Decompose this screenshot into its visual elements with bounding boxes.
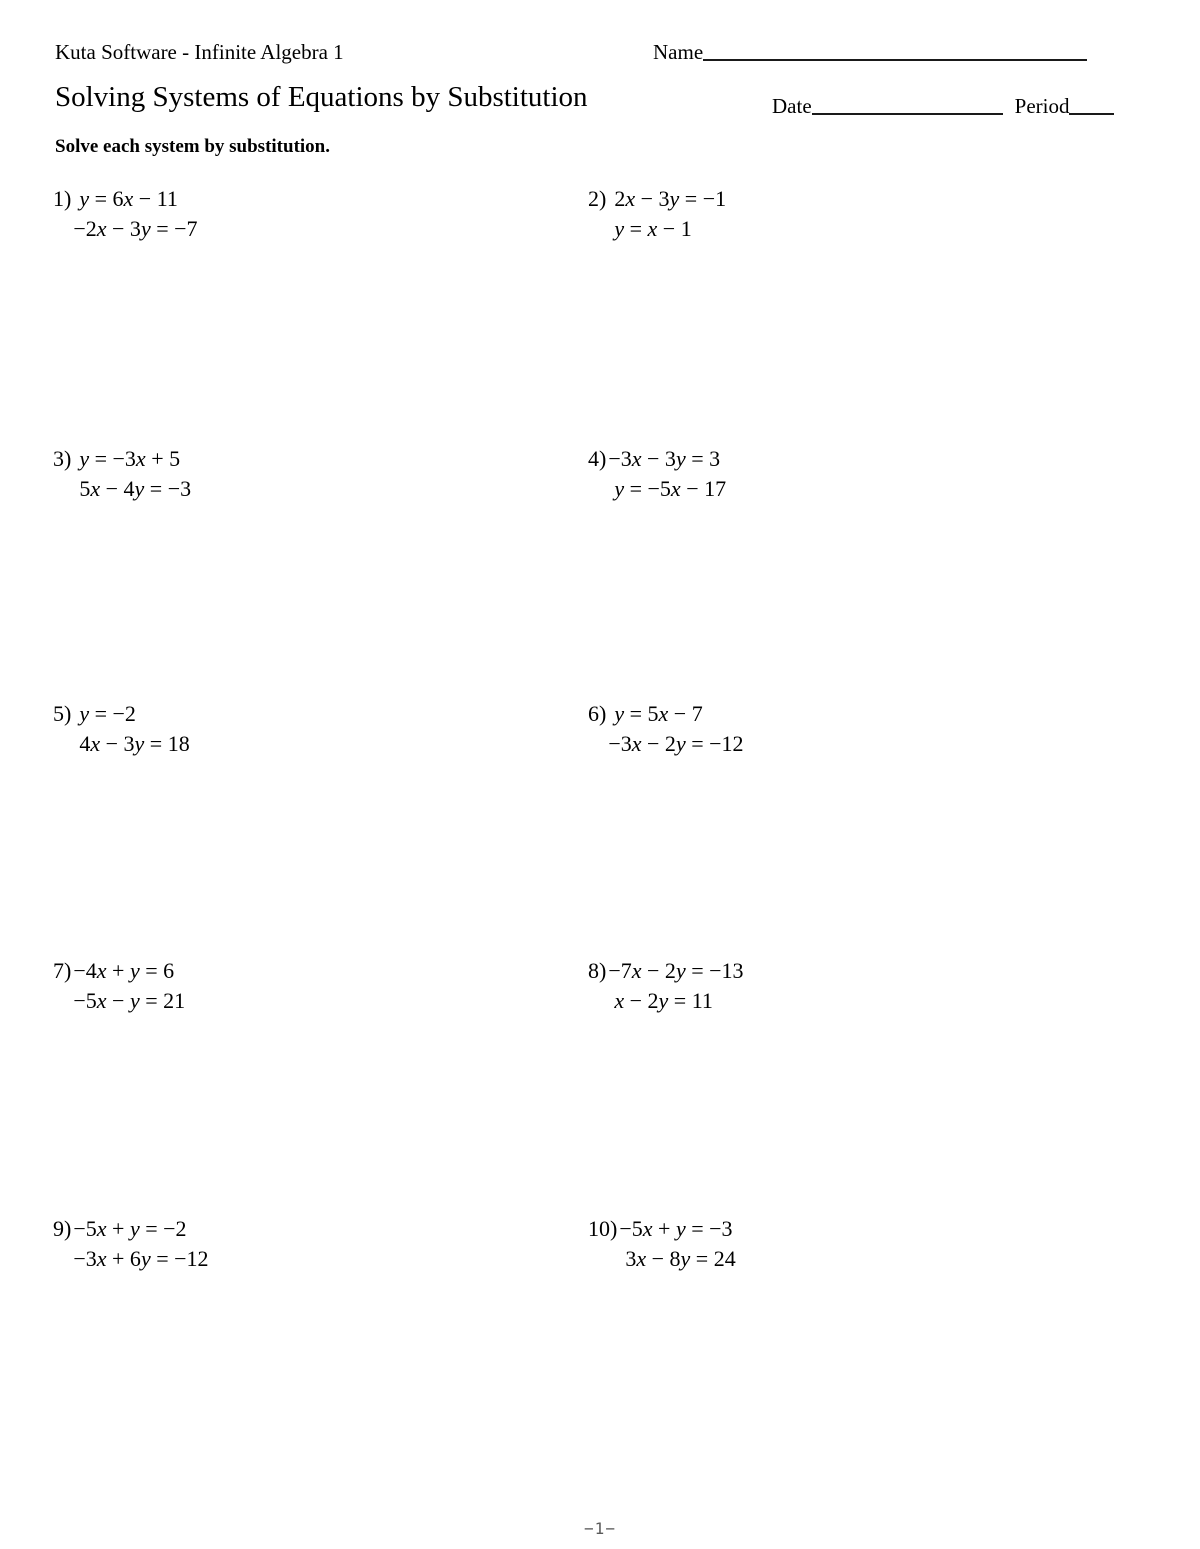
problem-9 [53, 1214, 209, 1274]
page-title: Solving Systems of Equations by Substitution [55, 81, 588, 113]
equation-line: y = −5x − 17 [614, 476, 727, 501]
equation-line: −3x − 2y = −12 [608, 731, 744, 756]
equation-group [73, 184, 198, 244]
page-number: −1− [584, 1519, 616, 1538]
equation-line: 4x − 3y = 18 [79, 731, 190, 756]
problem-number: 1) [53, 186, 72, 211]
equation-group [73, 956, 186, 1016]
equation-line: −2x − 3y = −7 [73, 216, 198, 241]
problem-number: 7) [53, 958, 72, 983]
problem-number: 8) [588, 958, 607, 983]
problem-3 [53, 444, 191, 504]
name-label: Name [653, 40, 704, 64]
equation-line: −3x + 6y = −12 [73, 1246, 209, 1271]
equation-line: −4x + y = 6 [73, 958, 175, 983]
equation-group [79, 444, 191, 504]
equation-line: 2x − 3y = −1 [614, 186, 727, 211]
equation-line: −3x − 3y = 3 [608, 446, 721, 471]
equation-line: x − 2y = 11 [614, 988, 713, 1013]
equation-group [619, 1214, 736, 1274]
problem-4 [588, 444, 726, 504]
problem-8 [588, 956, 744, 1016]
equation-group [608, 956, 744, 1016]
problem-2 [588, 184, 726, 244]
problem-10 [588, 1214, 736, 1274]
problem-number: 3) [53, 446, 72, 471]
problem-5 [53, 699, 190, 759]
problem-number: 4) [588, 446, 607, 471]
equation-group [73, 1214, 209, 1274]
date-label: Date [772, 94, 812, 118]
problem-number: 6) [588, 701, 607, 726]
equation-group [608, 699, 744, 759]
brand-text: Kuta Software - Infinite Algebra 1 [55, 40, 344, 64]
period-blank-line [1069, 98, 1114, 115]
date-period-field [772, 94, 1114, 119]
equation-line: y = −3x + 5 [79, 446, 181, 471]
equation-line: −5x − y = 21 [73, 988, 186, 1013]
equation-line: −5x + y = −3 [619, 1216, 733, 1241]
problem-number: 9) [53, 1216, 72, 1241]
name-field [653, 40, 1087, 65]
equation-line: y = x − 1 [614, 216, 692, 241]
equation-group [614, 184, 726, 244]
equation-line: y = 6x − 11 [79, 186, 178, 211]
name-blank-line [703, 44, 1087, 61]
problem-6 [588, 699, 744, 759]
equation-line: −7x − 2y = −13 [608, 958, 744, 983]
equation-line: y = 5x − 7 [614, 701, 703, 726]
equation-group [79, 699, 189, 759]
period-label: Period [1014, 94, 1070, 118]
equation-line: 3x − 8y = 24 [625, 1246, 736, 1271]
problem-7 [53, 956, 185, 1016]
problem-number: 5) [53, 701, 72, 726]
problem-number: 2) [588, 186, 607, 211]
problem-1 [53, 184, 198, 244]
equation-line: 5x − 4y = −3 [79, 476, 192, 501]
equation-line: y = −2 [79, 701, 136, 726]
equation-group [608, 444, 727, 504]
problem-number: 10) [588, 1216, 618, 1241]
equation-line: −5x + y = −2 [73, 1216, 187, 1241]
instruction-text: Solve each system by substitution. [55, 136, 330, 157]
date-blank-line [812, 98, 1003, 115]
